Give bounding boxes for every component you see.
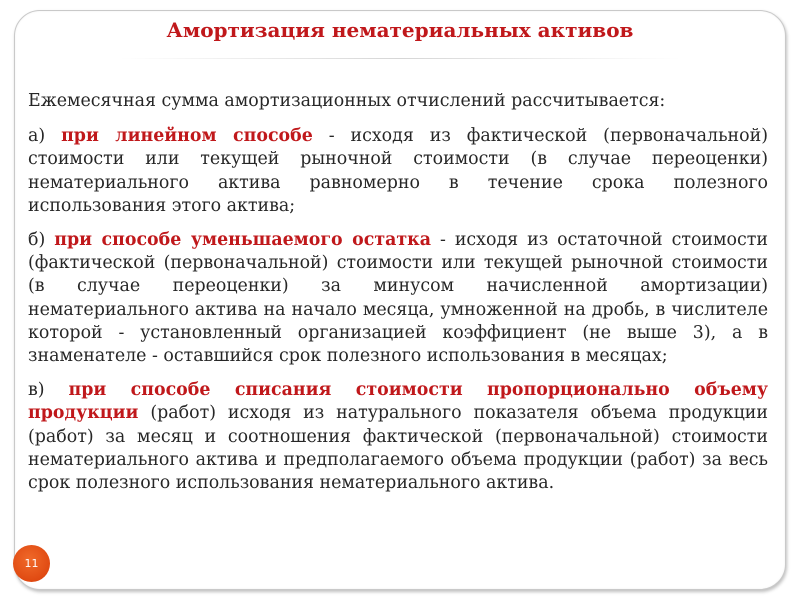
item-b-prefix: б) <box>28 230 55 251</box>
slide-title: Амортизация нематериальных активов <box>166 18 634 42</box>
list-item-a <box>28 125 768 218</box>
page-number-badge <box>13 545 50 582</box>
item-a-prefix: а) <box>28 126 62 147</box>
page-number: 11 <box>24 557 39 570</box>
slide-content <box>28 90 768 506</box>
item-c-text: (работ) исходя из натурального показателя объема продукции (работ) за месяц и соотношения фактической (первоначальной) стоимости нематериального актива и предполагаемого объема продукции (работ) за весь срок полезного использования нематериального актива. <box>28 403 768 494</box>
item-c-highlight: при способе списания стоимости пропорционально объему продукции <box>28 380 769 424</box>
item-a-highlight: при линейном способе <box>61 126 313 147</box>
title-divider <box>120 58 680 59</box>
item-c-prefix: в) <box>28 380 69 401</box>
intro-text: Ежемесячная сумма амортизационных отчислений рассчитывается: <box>28 91 666 111</box>
item-b-highlight: при способе уменьшаемого остатка <box>54 230 431 251</box>
item-a-text: - исходя из фактической (первоначальной) стоимости или текущей рыночной стоимости (в случае переоценки) нематериального актива равномерно в течение срока полезного использования этого актива; <box>28 126 768 216</box>
item-b-text: - исходя из остаточной стоимости (фактической (первоначальной) стоимости или текущей рыночной стоимости (в случае переоценки) за минусом начисленной амортизации) нематериального актива на начало месяца, умноженной на дробь, в числителе которой - установленный организацией коэффициент (не выше 3), а в знаменателе - оставшийся срок полезного использования в месяцах; <box>28 230 768 367</box>
list-item-c <box>28 379 768 495</box>
list-item-b <box>28 229 768 368</box>
